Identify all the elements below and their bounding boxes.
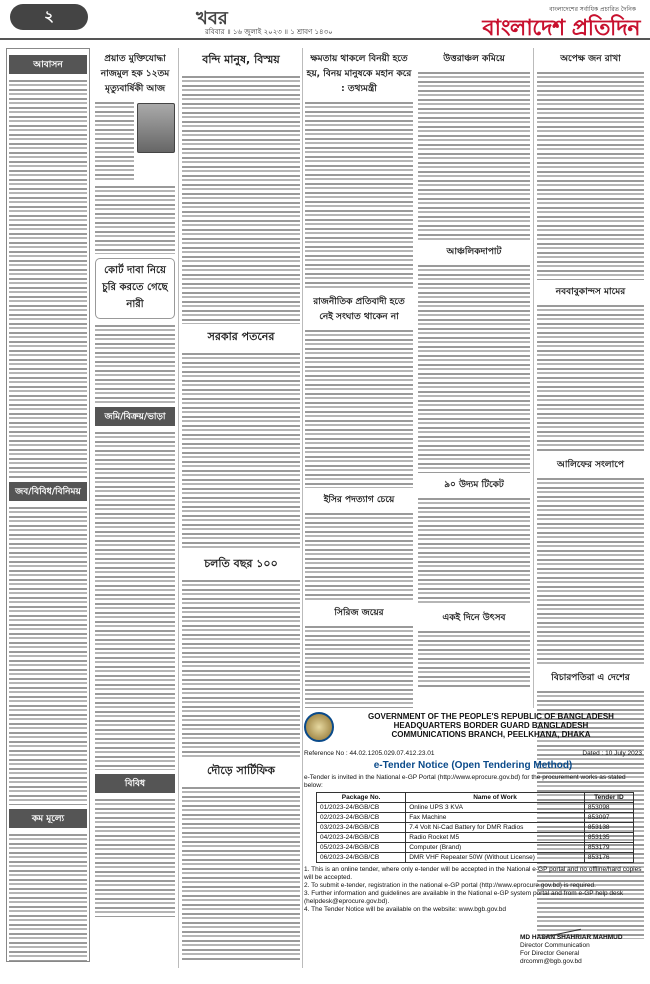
column-divider [178, 48, 179, 968]
classified-heading-jobs: জব/বিবিধ/বিনিময় [9, 482, 87, 501]
column-2 [95, 48, 175, 962]
work-name: DMR VHF Repeater 50W (Without License) [406, 853, 585, 863]
issue-date: রবিবার ॥ ১৬ জুলাই ২০২৩ ॥ ১ শ্রাবণ ১৪৩০ [205, 28, 333, 36]
article-text [537, 303, 644, 453]
package-no: 01/2023-24/BGB/CB [317, 803, 406, 813]
article-text [305, 511, 413, 601]
article-text [182, 74, 300, 324]
classified-text [9, 832, 87, 962]
work-name: Radio Rocket M5 [406, 833, 585, 843]
headline-this-year: চলতি বছর ১০০ [204, 557, 278, 570]
package-no: 04/2023-24/BGB/CB [317, 833, 406, 843]
obituary-heading: প্রয়াত মুক্তিযোদ্ধা নাজমুল হক ১২তম মৃত্যুবার্ষিকী আজ [100, 54, 170, 94]
article-text [95, 323, 175, 403]
tender-table [316, 792, 634, 863]
headline-newcomer: নববাবুকান্দস মামের [555, 287, 626, 297]
headline-north: উত্তরাঞ্চল কমিয়ে [443, 54, 505, 64]
tender-note: 3. Further information and guidelines are available in the National e-GP system portal and from e-GP help desk (helpdesk@eprocure.gov.bd). [304, 890, 624, 905]
tender-id: 853179 [584, 843, 633, 853]
issuer-branch: COMMUNICATIONS BRANCH, PEELKHANA, DHAKA [391, 730, 591, 739]
issuer-hq: HEADQUARTERS BORDER GUARD BANGLADESH [393, 721, 589, 730]
tender-notice [304, 712, 642, 965]
column-divider [302, 48, 303, 968]
classified-heading-misc: বিবিধ [95, 774, 175, 793]
tender-note: 2. To submit e-tender, registration in the national e-GP portal (http://www.eprocure.gov.bd) is required. [304, 882, 596, 889]
headline-series-win: সিরিজ জয়ের [334, 608, 384, 618]
article-text [305, 328, 413, 488]
headline-waiting: অপেক্ষ জন রাখা [560, 54, 621, 64]
classified-text [95, 430, 175, 770]
tender-id: 853138 [584, 823, 633, 833]
work-name: Fax Machine [406, 813, 585, 823]
headline-certificate: দৌড়ে সার্টিফিক [207, 764, 275, 777]
tender-id: 853097 [584, 813, 633, 823]
table-row [317, 833, 634, 843]
table-row [317, 843, 634, 853]
headline-dialogue: আলিফের সংলাপে [557, 460, 624, 470]
tender-reference: Reference No : 44.02.1205.029.07.412.23.01 [304, 750, 435, 757]
column-5 [418, 48, 530, 708]
obituary-text [95, 100, 134, 180]
signature-block [520, 920, 640, 966]
newspaper-logo: বাংলাদেশ প্রতিদিন [482, 15, 640, 41]
article-text [537, 70, 644, 280]
signatory-name: MD HASAN SHAHRIAR MAHMUD [520, 934, 623, 941]
article-text [182, 351, 300, 551]
headline-minister: ক্ষমতায় থাকলে বিনয়ী হতে হয়, বিনয় মানুষকে মহান করে : তথ্যমন্ত্রী [306, 54, 412, 94]
package-no: 03/2023-24/BGB/CB [317, 823, 406, 833]
pull-quote: কোর্ট দাবা নিয়ে চুরি করতে গেছে নারী [95, 258, 175, 319]
headline-regional: আঞ্চলিকদাপাট [446, 247, 502, 257]
article-text [418, 629, 530, 689]
classifieds-column [6, 48, 90, 962]
tender-note: 4. The Tender Notice will be available on the website: www.bgb.gov.bd [304, 906, 506, 913]
headline-festival: একই দিনে উৎসব [442, 613, 506, 623]
obituary-text [95, 184, 175, 254]
tender-notes [304, 866, 642, 914]
tender-table-header [317, 793, 634, 803]
tender-id: 853098 [584, 803, 633, 813]
package-no: 02/2023-24/BGB/CB [317, 813, 406, 823]
package-no: 06/2023-24/BGB/CB [317, 853, 406, 863]
logo-tagline: বাংলাদেশের সর্বাধিক প্রচারিত দৈনিক [549, 6, 636, 13]
article-text [305, 624, 413, 708]
tender-id: 853135 [584, 833, 633, 843]
headline-politics: রাজনীতিক প্রতিবাদী হতে নেই সংঘাত থাকেন না [313, 297, 405, 322]
signatory-title: Director Communication [520, 942, 590, 949]
col-header: Package No. [317, 793, 406, 803]
tender-reference-line [304, 750, 642, 757]
tender-date: Dated : 10 July 2023 [582, 750, 642, 757]
tender-title: e-Tender Notice (Open Tendering Method) [373, 760, 573, 771]
article-text [305, 100, 413, 290]
column-4 [305, 48, 413, 708]
col-header: Name of Work [406, 793, 585, 803]
headline-govt-fall: সরকার পতনের [207, 330, 275, 343]
signatory-title: For Director General [520, 950, 580, 957]
article-text [182, 785, 300, 962]
table-row [317, 803, 634, 813]
classified-heading-cheap: কম মূল্যে [9, 809, 87, 828]
tender-note: 1. This is an online tender, where only e-tender will be accepted in the National e-GP portal and no offline/hard copies will be accepted. [304, 866, 642, 881]
article-text [418, 496, 530, 606]
page-number: ২ [10, 4, 88, 30]
tender-id: 853176 [584, 853, 633, 863]
headline-ticket: ৯০ উদ্যম টিকেট [444, 480, 504, 490]
work-name: Computer (Brand) [406, 843, 585, 853]
article-text [418, 263, 530, 473]
article-text [182, 578, 300, 758]
section-title: খবর [196, 8, 228, 29]
page-header [0, 0, 650, 40]
headline-ec-resign: ইসির পদত্যাগ চেয়ে [323, 495, 395, 505]
table-row [317, 813, 634, 823]
issuer-government: GOVERNMENT OF THE PEOPLE'S REPUBLIC OF BANGLADESH [368, 712, 614, 721]
government-emblem-icon [304, 712, 334, 742]
headline-judges: বিচারপতিরা এ দেশের [551, 673, 630, 683]
work-name: 7.4 Volt Ni-Cad Battery for DMR Radios [406, 823, 585, 833]
col-header: Tender ID [584, 793, 633, 803]
classified-heading-housing: আবাসন [9, 55, 87, 74]
tender-intro: e-Tender is invited in the National e-GP Portal (http://www.eprocure.gov.bd) for the procurement works as stated below: [304, 774, 626, 789]
classified-text [9, 78, 87, 478]
column-divider [533, 48, 534, 708]
signatory-email[interactable]: drcomm@bgb.gov.bd [520, 958, 582, 965]
tender-issuer [340, 712, 642, 739]
article-text [418, 70, 530, 240]
table-row [317, 853, 634, 863]
classified-text [95, 797, 175, 917]
classified-text [9, 505, 87, 805]
table-row [317, 823, 634, 833]
column-3 [182, 48, 300, 962]
classified-heading-land: জমি/বিক্রয়/ভাড়া [95, 407, 175, 426]
article-text [537, 476, 644, 666]
headline-prisoners: বন্দি মানুষ, বিস্ময় [202, 53, 280, 66]
portrait-photo [137, 103, 175, 153]
work-name: Online UPS 3 KVA [406, 803, 585, 813]
package-no: 05/2023-24/BGB/CB [317, 843, 406, 853]
